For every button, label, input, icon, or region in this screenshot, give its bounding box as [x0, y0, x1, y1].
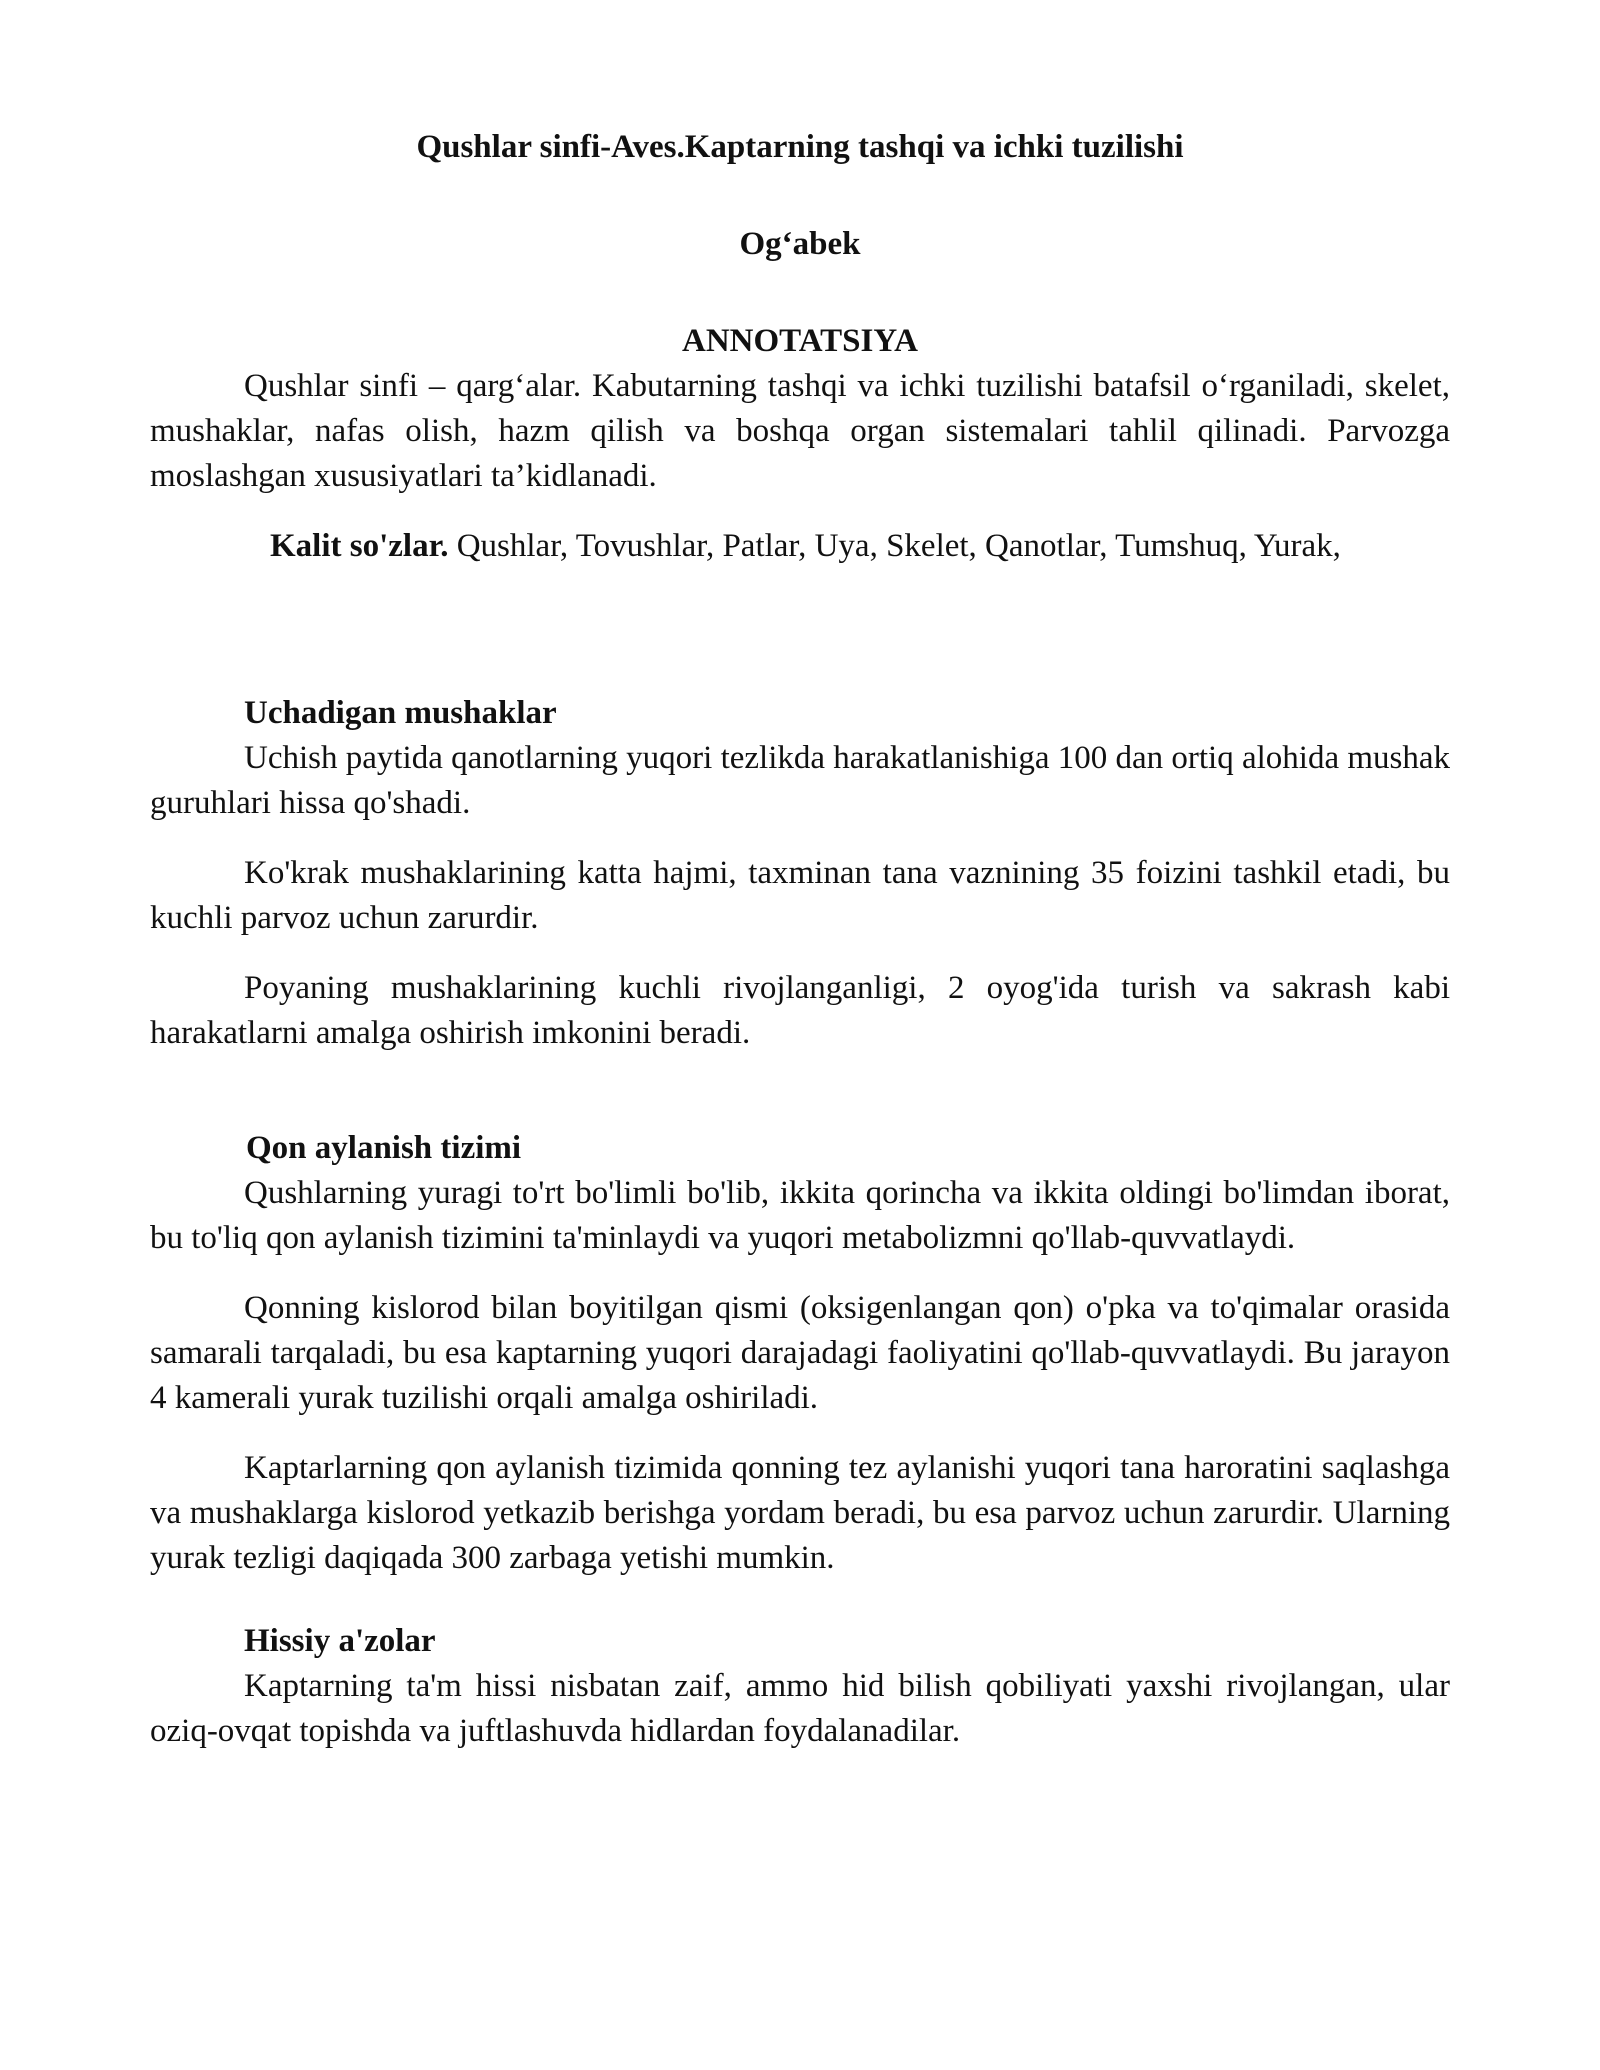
paragraph: Qushlarning yuragi to'rt bo'limli bo'lib, ikkita qorincha va ikkita oldingi bo'limdan iborat, bu to'liq qon aylanish tizimini ta'minlaydi va yuqori metabolizmni qo'llab-quvvatlaydi.: [150, 1175, 1450, 1256]
document-title: Qushlar sinfi-Aves.Kaptarning tashqi va ichki tuzilishi: [416, 129, 1184, 165]
paragraph: Kaptarlarning qon aylanish tizimida qonning tez aylanishi yuqori tana haroratini saqlashga va mushaklarga kislorod yetkazib berishga yordam beradi, bu esa parvoz uchun zarurdir. Ularning yurak tezligi daqiqada 300 zarbaga yetishi mumkin.: [150, 1450, 1450, 1576]
paragraph: Ko'krak mushaklarining katta hajmi, taxminan tana vaznining 35 foizini tashkil etadi, bu kuchli parvoz uchun zarurdir.: [150, 855, 1450, 936]
paragraph: Uchish paytida qanotlarning yuqori tezlikda harakatlanishiga 100 dan ortiq alohida mushak guruhlari hissa qo'shadi.: [150, 740, 1451, 821]
author-name: Og‘abek: [739, 226, 861, 262]
paragraph: Qonning kislorod bilan boyitilgan qismi (oksigenlangan qon) o'pka va to'qimalar orasida samarali tarqaladi, bu esa kaptarning yuqori darajadagi faoliyatini qo'llab-quvvatlaydi. Bu jarayon 4 kamerali yurak tuzilishi orqali amalga oshiriladi.: [150, 1290, 1450, 1416]
annotation-heading: ANNOTATSIYA: [682, 323, 918, 359]
keywords-paragraph: [150, 524, 1450, 569]
document-page: [150, 125, 1450, 1754]
keywords-label: Kalit so'zlar.: [270, 528, 449, 564]
paragraph: Kaptarning ta'm hissi nisbatan zaif, ammo hid bilish qobiliyati yaxshi rivojlangan, ular oziq-ovqat topishda va juftlashuvda hidlardan foydalanadilar.: [150, 1668, 1450, 1749]
section-heading-sensory-organs: Hissiy a'zolar: [244, 1623, 436, 1659]
paragraph: Poyaning mushaklarining kuchli rivojlanganligi, 2 oyog'ida turish va sakrash kabi harakatlarni amalga oshirish imkonini beradi.: [150, 970, 1450, 1051]
section-heading-flight-muscles: Uchadigan mushaklar: [244, 695, 557, 731]
section-heading-circulatory-system: Qon aylanish tizimi: [246, 1130, 522, 1166]
annotation-text: Qushlar sinfi – qarg‘alar. Kabutarning tashqi va ichki tuzilishi batafsil o‘rganiladi, skelet, mushaklar, nafas olish, hazm qilish va boshqa organ sistemalari tahlil qilinadi. Parvozga moslashgan xususiyatlari ta’kidlanadi.: [150, 368, 1450, 494]
keywords-text: Qushlar, Tovushlar, Patlar, Uya, Skelet, Qanotlar, Tumshuq, Yurak,: [448, 528, 1341, 564]
